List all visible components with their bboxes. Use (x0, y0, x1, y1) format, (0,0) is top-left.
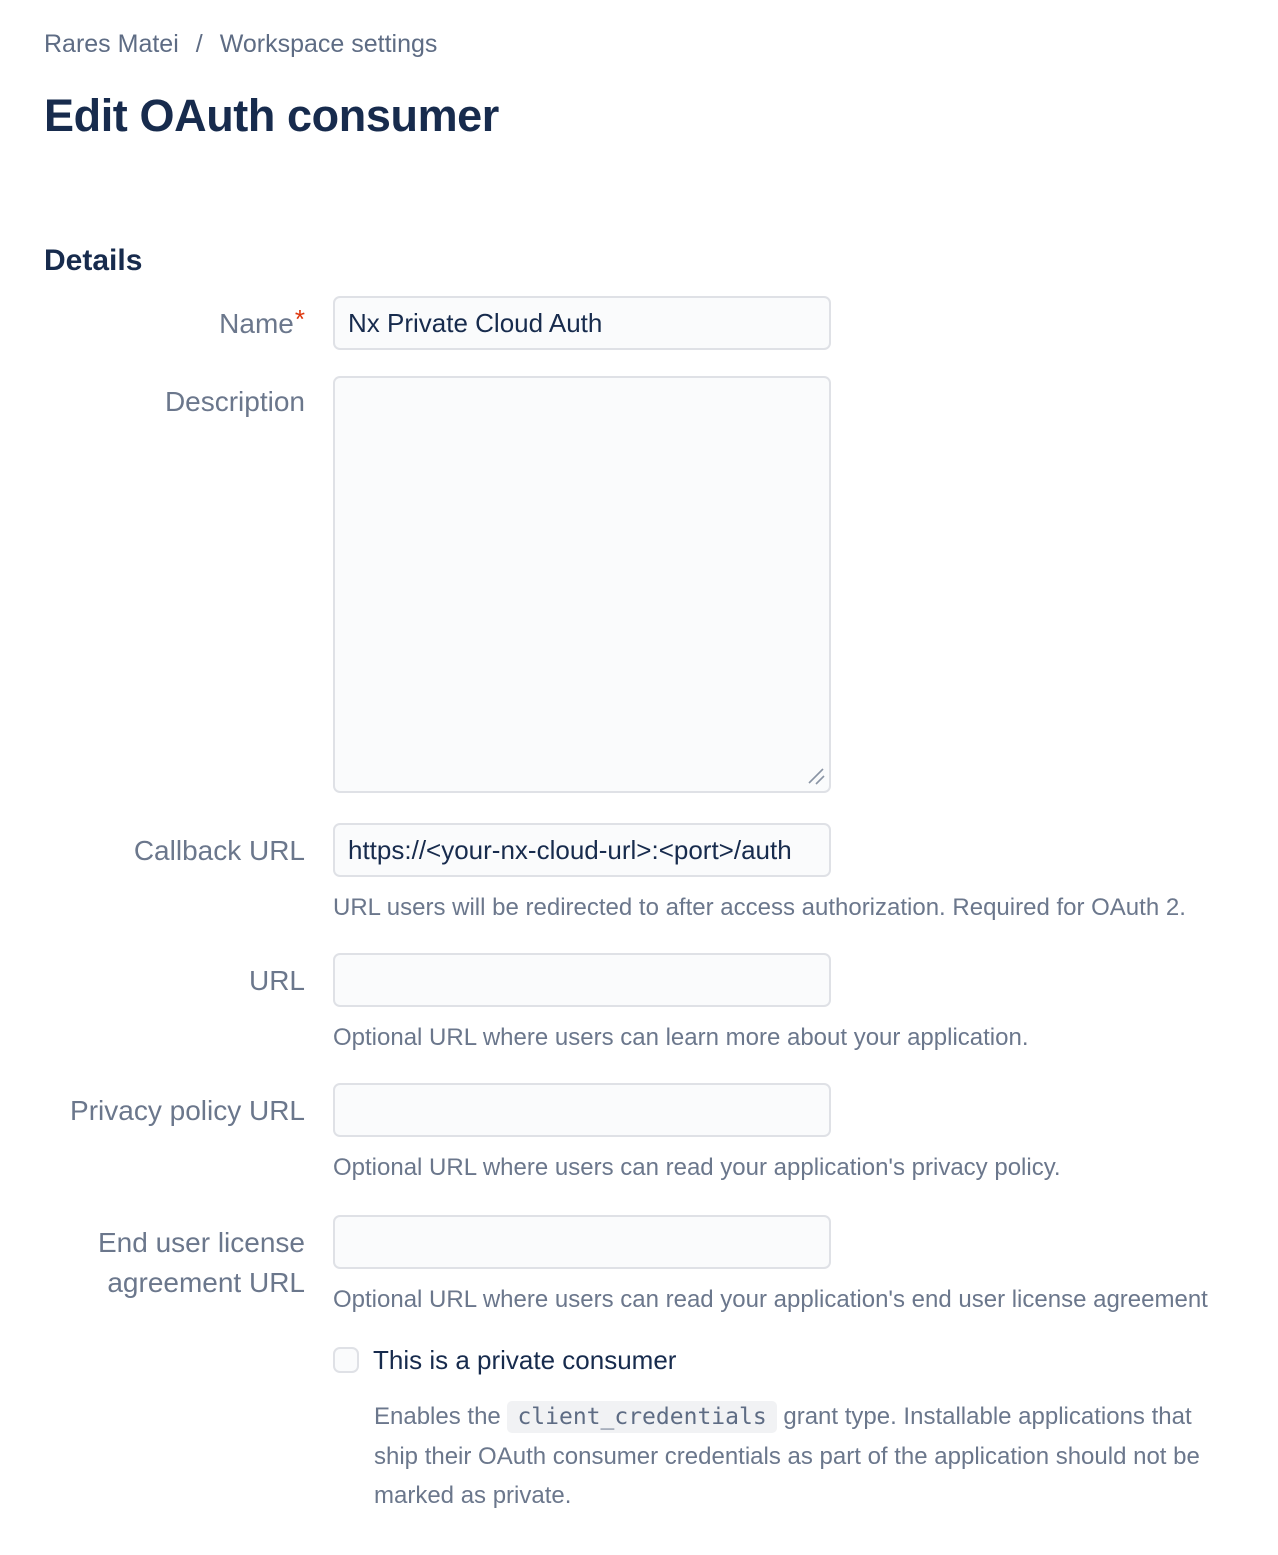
description-field-row (44, 376, 1234, 793)
callback-url-input[interactable] (333, 823, 831, 877)
privacy-policy-url-label: Privacy policy URL (70, 1095, 305, 1126)
privacy-policy-url-help: Optional URL where users can read your application's privacy policy. (333, 1154, 1061, 1181)
breadcrumb (44, 28, 1234, 60)
name-label (44, 296, 305, 344)
eula-url-control (333, 1215, 1234, 1315)
resize-grip-icon[interactable] (807, 767, 825, 785)
callback-url-control (333, 823, 1234, 923)
url-label: URL (248, 965, 305, 996)
private-consumer-label[interactable]: This is a private consumer (373, 1345, 677, 1375)
description-textarea[interactable] (333, 376, 831, 793)
privacy-policy-url-input[interactable] (333, 1083, 831, 1137)
url-field-row (44, 953, 1234, 1053)
eula-url-input[interactable] (333, 1215, 831, 1269)
private-consumer-row (333, 1343, 1234, 1377)
private-consumer-help-suffix: grant type. Installable applications that ship their OAuth consumer credentials as part of the application should not be marked as private. (374, 1403, 1200, 1509)
url-input[interactable] (333, 953, 831, 1007)
required-asterisk: * (294, 304, 305, 334)
oauth-consumer-form (44, 296, 1234, 1515)
client-credentials-code-chip: client_credentials (507, 1401, 776, 1433)
privacy-policy-url-field-row (44, 1083, 1234, 1183)
private-consumer-help (374, 1397, 1234, 1515)
name-control (333, 296, 1234, 350)
eula-url-field-row (44, 1215, 1234, 1315)
breadcrumb-separator: / (195, 30, 203, 58)
eula-url-help: Optional URL where users can read your application's end user license agreement (333, 1286, 1208, 1313)
callback-url-label: Callback URL (133, 835, 305, 866)
description-textarea-wrap (333, 376, 831, 793)
private-consumer-checkbox[interactable] (333, 1347, 359, 1373)
breadcrumb-settings-link[interactable]: Workspace settings (219, 30, 438, 58)
page-title: Edit OAuth consumer (44, 90, 499, 141)
url-control (333, 953, 1234, 1053)
callback-url-field-row (44, 823, 1234, 923)
callback-url-help: URL users will be redirected to after access authorization. Required for OAuth 2. (333, 894, 1186, 921)
description-label: Description (164, 386, 305, 417)
name-field-row (44, 296, 1234, 350)
name-label-text: Name (219, 308, 294, 339)
details-heading: Details (44, 244, 143, 277)
url-help: Optional URL where users can learn more about your application. (333, 1024, 1029, 1051)
name-input[interactable] (333, 296, 831, 350)
private-consumer-help-prefix: Enables the (374, 1403, 508, 1430)
description-control (333, 376, 1234, 793)
eula-url-label: End user license agreement URL (97, 1227, 305, 1298)
breadcrumb-workspace-link[interactable]: Rares Matei (44, 30, 179, 58)
privacy-policy-url-control (333, 1083, 1234, 1183)
